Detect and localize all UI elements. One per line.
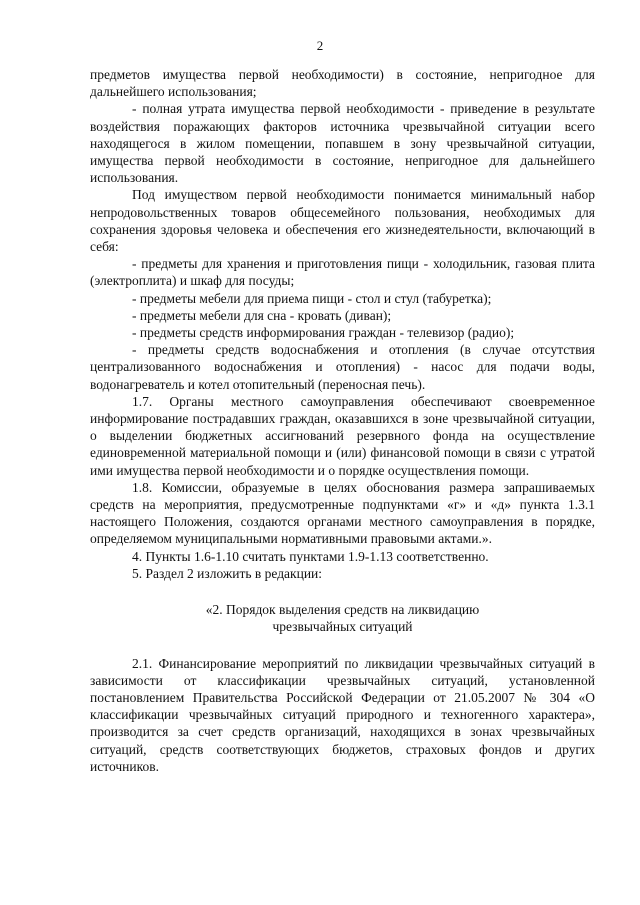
paragraph: - предметы средств информирования граждан - телевизор (радио);	[132, 325, 515, 341]
paragraph-group-top	[90, 66, 595, 582]
document-body	[90, 66, 595, 775]
paragraph: 2.1. Финансирование мероприятий по ликвидации чрезвычайных ситуаций в зависимости от классификации чрезвычайных ситуаций, установленной постановлением Правительства Российской Федерации от 21.05.2007 № 304 «О классификации чрезвычайных ситуаций природного и техногенного характера», производится за счет средств организаций, находящихся в зонах чрезвычайных ситуаций, средств соответствующих бюджетов, страховых фондов и других источников.	[90, 655, 595, 774]
paragraph: - предметы мебели для приема пищи - стол и стул (табуретка);	[132, 290, 492, 306]
section-heading-line: «2. Порядок выделения средств на ликвидацию	[205, 602, 480, 618]
paragraph: - полная утрата имущества первой необходимости - приведение в результате воздействия поражающих факторов источника чрезвычайной ситуации всего находящегося в жилом помещении, попавшем в зону чрезвычайной ситуации, имущества первой необходимости в состояние, непригодное для дальнейшего использования.	[90, 101, 595, 186]
paragraph: 4. Пункты 1.6-1.10 считать пунктами 1.9-1.13 соответственно.	[132, 548, 489, 564]
paragraph-group-bottom	[90, 655, 595, 775]
paragraph: 1.8. Комиссии, образуемые в целях обоснования размера запрашиваемых средств на мероприятия, предусмотренные подпунктами «г» и «д» пункта 1.3.1 настоящего Положения, создаются органами местного самоуправления в порядке, определяемом муниципальными нормативными правовыми актами.».	[90, 479, 595, 547]
paragraph: 1.7. Органы местного самоуправления обеспечивают своевременное информирование пострадавших граждан, оказавшихся в зоне чрезвычайной ситуации, о выделении бюджетных ассигнований резервного фонда на осуществление единовременной материальной помощи и (или) финансовой помощи в связи с утратой ими имущества первой необходимости и о порядке осуществления помощи.	[90, 393, 595, 478]
paragraph: - предметы для хранения и приготовления пищи - холодильник, газовая плита (электроплита) и шкаф для посуды;	[90, 256, 595, 289]
paragraph: - предметы средств водоснабжения и отопления (в случае отсутствия централизованного водоснабжения и отопления) - насос для подачи воды, водонагреватель и котел отопительный (переносная печь).	[90, 342, 595, 392]
spacer	[90, 582, 595, 601]
paragraph: - предметы мебели для сна - кровать (диван);	[132, 307, 392, 323]
paragraph: Под имуществом первой необходимости понимается минимальный набор непродовольственных товаров общесемейного пользования, необходимых для сохранения здоровья человека и обеспечения его жизнедеятельности, включающий в себя:	[90, 187, 595, 255]
page-number: 2	[316, 38, 324, 53]
section-heading-line: чрезвычайных ситуаций	[272, 619, 413, 635]
paragraph: 5. Раздел 2 изложить в редакции:	[132, 565, 323, 581]
spacer	[90, 636, 595, 655]
paragraph: предметов имущества первой необходимости) в состояние, непригодное для дальнейшего использования;	[90, 67, 595, 100]
section-heading	[90, 601, 595, 635]
